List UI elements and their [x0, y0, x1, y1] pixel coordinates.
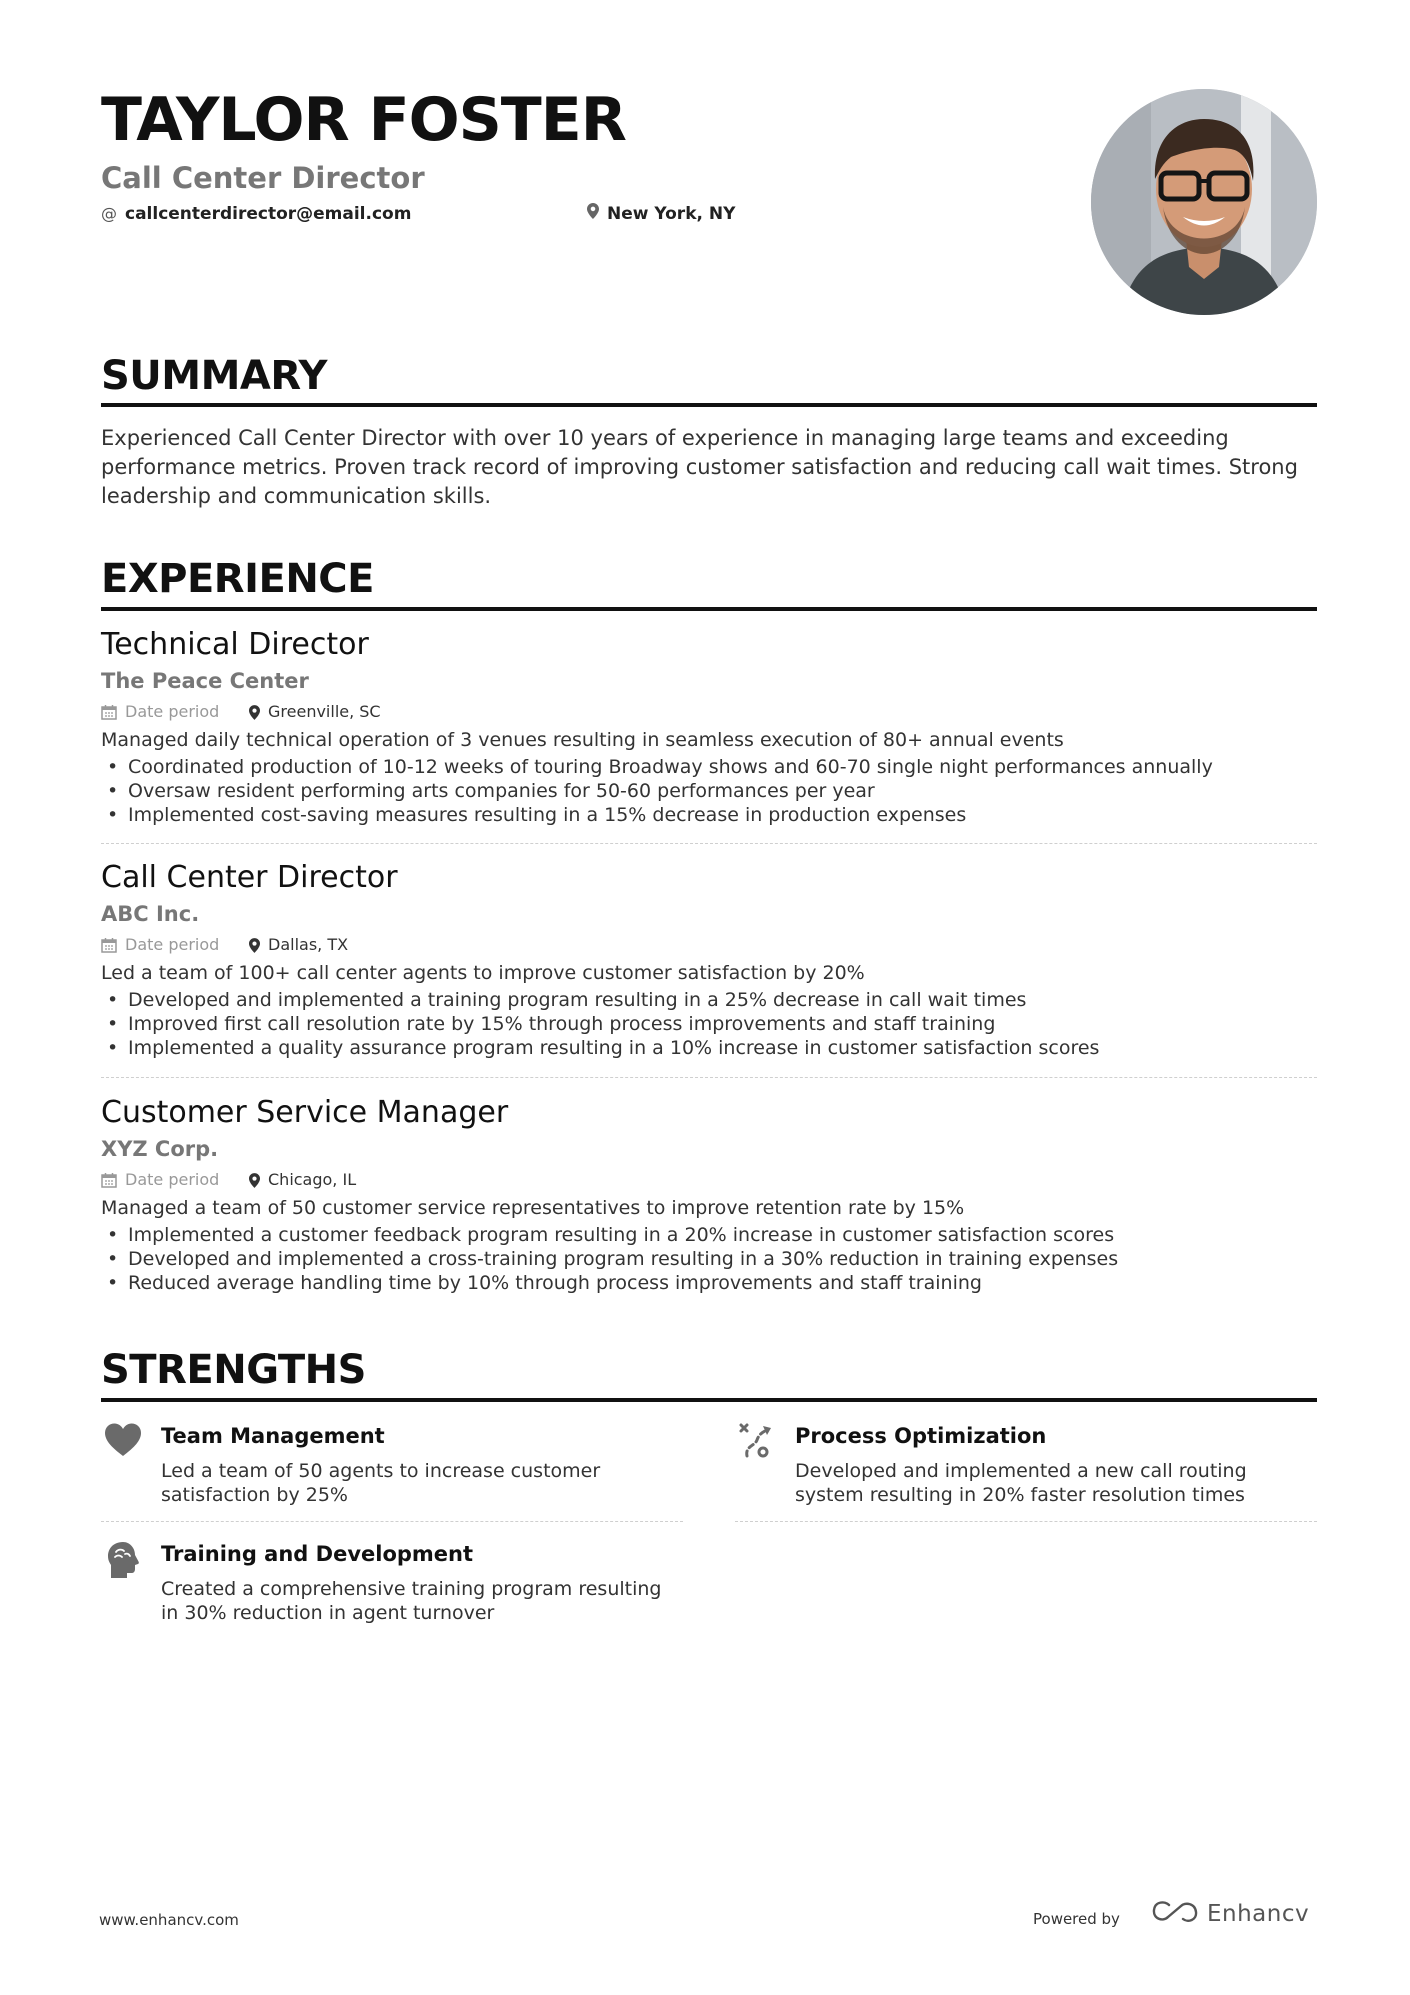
job-company: XYZ Corp. — [101, 1137, 219, 1161]
job-bullet: • Implemented a quality assurance program resulting in a 10% increase in customer satisfaction scores — [101, 1036, 1317, 1060]
map-pin-icon — [249, 938, 260, 953]
strength-item — [735, 1422, 1317, 1512]
strength-separator — [735, 1521, 1317, 1522]
enhancv-logo-icon — [1151, 1900, 1199, 1928]
job-location — [249, 933, 348, 957]
job-location-text: Chicago, IL — [268, 1170, 357, 1189]
map-pin-icon — [249, 705, 260, 720]
job-title: Customer Service Manager — [101, 1095, 509, 1130]
footer-url[interactable]: www.enhancv.com — [99, 1911, 239, 1929]
job-date — [101, 1168, 249, 1192]
job-meta — [101, 700, 1317, 724]
job-company: The Peace Center — [101, 669, 309, 693]
job-date-text: Date period — [125, 1170, 220, 1189]
candidate-name: TAYLOR FOSTER — [101, 85, 626, 155]
job-date-text: Date period — [125, 935, 220, 954]
job-company: ABC Inc. — [101, 902, 200, 926]
footer-powered-by: Powered by — [1033, 1910, 1120, 1928]
job-meta — [101, 1168, 1317, 1192]
strength-description: Created a comprehensive training program resulting in 30% reduction in agent turnover — [161, 1578, 662, 1624]
summary-text: Experienced Call Center Director with over 10 years of experience in managing large teams and exceeding performance metrics. Proven track record of improving customer satisfaction and reducing call wait times. Strong leadership and communication skills. — [101, 426, 1298, 508]
job-location-text: Dallas, TX — [268, 935, 349, 954]
at-icon: @ — [101, 204, 117, 223]
job-bullet: • Implemented a customer feedback program resulting in a 20% increase in customer satisfaction scores — [101, 1223, 1317, 1247]
strength-item — [101, 1422, 683, 1512]
job-entry — [101, 1094, 1317, 1295]
job-description: Managed a team of 50 customer service representatives to improve retention rate by 15% — [101, 1197, 965, 1219]
job-bullet: • Coordinated production of 10-12 weeks of touring Broadway shows and 60-70 single night performances annually — [101, 755, 1317, 779]
job-bullet: • Reduced average handling time by 10% through process improvements and staff training — [101, 1271, 1317, 1295]
job-description: Managed daily technical operation of 3 venues resulting in seamless execution of 80+ annual events — [101, 729, 1064, 751]
experience-heading: EXPERIENCE — [101, 556, 374, 602]
experience-divider — [101, 607, 1317, 611]
heart-icon — [101, 1422, 145, 1462]
strength-separator — [101, 1521, 683, 1522]
job-date — [101, 700, 249, 724]
location-text: New York, NY — [607, 204, 736, 224]
strength-item — [101, 1540, 683, 1630]
contact-location — [587, 203, 735, 225]
strength-title: Team Management — [161, 1424, 385, 1448]
map-pin-icon — [249, 1173, 260, 1188]
strength-description: Led a team of 50 agents to increase customer satisfaction by 25% — [161, 1460, 601, 1506]
footer-brand: Enhancv — [1207, 1901, 1310, 1927]
job-bullet: • Developed and implemented a training program resulting in a 25% decrease in call wait times — [101, 988, 1317, 1012]
job-meta — [101, 933, 1317, 957]
job-bullet-list — [101, 988, 1317, 1060]
job-entry — [101, 859, 1317, 1060]
summary-divider — [101, 403, 1317, 407]
head-brain-icon — [101, 1540, 145, 1580]
contact-email[interactable] — [101, 203, 411, 225]
job-date-text: Date period — [125, 702, 220, 721]
summary-heading: SUMMARY — [101, 353, 327, 399]
strength-title: Training and Development — [161, 1542, 474, 1566]
job-title: Call Center Director — [101, 860, 398, 895]
calendar-icon — [101, 1172, 117, 1188]
job-bullet: • Improved first call resolution rate by 15% through process improvements and staff training — [101, 1012, 1317, 1036]
job-location — [249, 700, 381, 724]
email-text: callcenterdirector@email.com — [125, 204, 412, 224]
job-bullet: • Implemented cost-saving measures resulting in a 15% decrease in production expenses — [101, 803, 1317, 827]
footer-logo[interactable] — [1151, 1899, 1309, 1929]
job-bullet: • Developed and implemented a cross-training program resulting in a 30% reduction in training expenses — [101, 1247, 1317, 1271]
calendar-icon — [101, 704, 117, 720]
job-date — [101, 933, 249, 957]
job-bullet: • Oversaw resident performing arts companies for 50-60 performances per year — [101, 779, 1317, 803]
job-bullet-list — [101, 1223, 1317, 1295]
job-separator — [101, 843, 1317, 844]
map-pin-icon — [587, 203, 599, 225]
job-title: Technical Director — [101, 627, 369, 662]
strengths-divider — [101, 1398, 1317, 1402]
candidate-title: Call Center Director — [101, 161, 425, 195]
calendar-icon — [101, 937, 117, 953]
strength-title: Process Optimization — [795, 1424, 1047, 1448]
strengths-heading: STRENGTHS — [101, 1347, 366, 1393]
route-icon — [735, 1422, 779, 1462]
job-separator — [101, 1077, 1317, 1078]
avatar — [1091, 89, 1317, 315]
job-description: Led a team of 100+ call center agents to improve customer satisfaction by 20% — [101, 962, 865, 984]
job-bullet-list — [101, 755, 1317, 827]
job-location — [249, 1168, 356, 1192]
job-entry — [101, 626, 1317, 827]
strength-description: Developed and implemented a new call routing system resulting in 20% faster resolution times — [795, 1460, 1247, 1506]
job-location-text: Greenville, SC — [268, 702, 381, 721]
